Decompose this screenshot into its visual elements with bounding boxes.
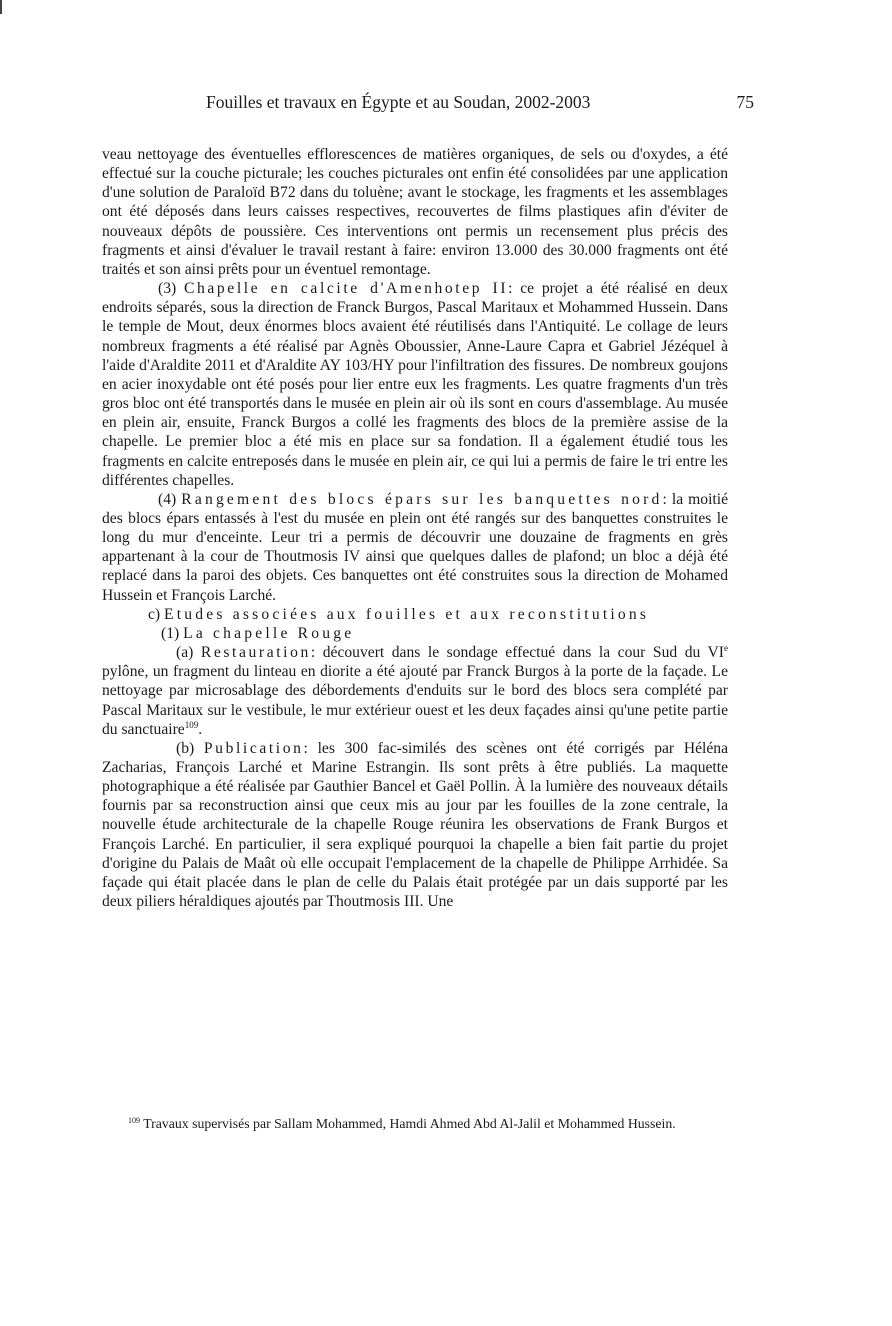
item-text-continued: pylône, un fragment du linteau en diorite a été ajouté par Franck Burgos à la porte de la façade. Le nettoyage par microsablage des débordements d'enduits sur le bord des blocs sera complété par Pascal Maritaux sur le vestibule, le mur extérieur ouest et les deux façades ainsi qu'une petite partie du sanctuaire bbox=[102, 663, 728, 738]
item-text: : les 300 fac-similés des scènes ont été corrigés par Héléna Zacharias, François Larché et Marine Estrangin. Ils sont prêts à être publiés. La maquette photographique a été réalisée par Gauthier Bancel et Gaël Pollin. À la lumière des nouveaux détails fournis par sa reconstruction ainsi que ceux mis au jour par les fouilles de la zone centrale, la nouvelle étude architecturale de la chapelle Rouge réunira les observations de Frank Burgos et François Larché. En particulier, il sera expliqué pourquoi la chapelle a bien fait partie du projet d'origine du Palais de Maât où elle occupait l'emplacement de la chapelle de Philippe Arrhidée. Sa façade qui était placée dans le plan de celle du Palais était protégée par un dais supporté par les deux piliers héraldiques ajoutés par Thoutmosis III. Une bbox=[102, 739, 728, 911]
item-marker: (3) bbox=[158, 280, 177, 298]
item-text: : découvert dans le sondage effectué dans la cour Sud du VI bbox=[310, 644, 725, 662]
item-text: : ce projet a été réalisé en deux endroits séparés, sous la direction de Franck Burgos, Pascal Maritaux et Mohammed Hussein. Dans le temple de Mout, deux énormes blocs avaient été réutilisés dans l'Antiquité. Le collage de leurs nombreux fragments a été réalisé par Agnès Oboussier, Anne-Laure Capra et Gabriel Jézéquel à l'aide d'Araldite 2011 et d'Araldite AY 103/HY pour l'infiltration des fissures. De nombreux goujons en acier inoxydable ont été posés pour lier entre eux les fragments. Les quatre fragments d'un très gros bloc ont été transportés dans le musée en plein air où ils sont en cours d'assemblage. Au musée en plein air, ensuite, Franck Burgos a collé les fragments des blocs de la première assise de la chapelle. Le premier bloc a été mis en place sur sa fondation. Il a également étudié tous les fragments en calcite entreposés dans le musée en plein air, ce qui lui a permis de faire le tri entre les différentes chapelles. bbox=[102, 280, 728, 489]
sentence-end: . bbox=[198, 720, 203, 738]
item-heading: Restauration bbox=[200, 644, 311, 662]
section-heading-c bbox=[102, 605, 728, 624]
paragraph-publication bbox=[102, 739, 728, 911]
paragraph-rangement bbox=[102, 490, 728, 605]
footnote-text: Travaux supervisés par Sallam Mohammed, Hamdi Ahmed Abd Al-Jalil et Mohammed Hussein. bbox=[140, 1116, 676, 1131]
paragraph-continuation: veau nettoyage des éventuelles efflorescences de matières organiques, de sels ou d'oxydes, a été effectué sur la couche picturale; les couches picturales ont enfin été consolidées par une application d'une solution de Paraloïd B72 dans du toluène; avant le stockage, les fragments et les assemblages ont été déposés dans leurs caisses respectives, recouvertes de films plastiques afin d'éviter de nouveaux dépôts de poussière. Ces interventions ont permis un recensement plus précis des fragments et ainsi d'évaluer le travail restant à faire: environ 13.000 des 30.000 fragments ont été traités et son ainsi prêts pour un éventuel remontage. bbox=[102, 146, 728, 278]
paragraph-restauration bbox=[102, 643, 728, 739]
section-heading: Etudes associées aux fouilles et aux reconstitutions bbox=[164, 605, 650, 623]
margin-mark bbox=[0, 0, 2, 14]
paragraph-chapelle-calcite bbox=[102, 279, 728, 490]
item-marker: (a) bbox=[176, 644, 194, 662]
item-heading: Rangement des blocs épars sur les banquettes nord bbox=[181, 490, 663, 508]
footnote-ref: 109 bbox=[184, 719, 199, 730]
superscript: e bbox=[724, 643, 729, 654]
subsection-heading: La chapelle Rouge bbox=[183, 624, 355, 642]
subsection-marker: (1) bbox=[161, 624, 180, 642]
item-heading: Publication bbox=[203, 739, 304, 757]
item-heading: Chapelle en calcite d'Amenhotep II bbox=[183, 280, 509, 298]
footnote-number: 109 bbox=[128, 1116, 140, 1125]
running-head bbox=[206, 91, 754, 113]
page-number: 75 bbox=[736, 92, 754, 112]
body-text bbox=[102, 145, 728, 911]
item-text: : la moitié des blocs épars entassés à l'est du musée en plein ont été rangés sur des banquettes construites le long du mur d'enceinte. Leur tri a permis de découvrir une douzaine de fragments en grès appartenant à la cour de Thoutmosis IV ainsi que quelques dalles de plafond; un bloc a déjà été replacé dans la paroi des objets. Ces banquettes ont été construites sous la direction de Mohamed Hussein et François Larché. bbox=[102, 490, 728, 604]
journal-title: Fouilles et travaux en Égypte et au Soudan, 2002-2003 bbox=[206, 92, 591, 112]
section-marker: c) bbox=[148, 605, 161, 623]
subsection-heading-1 bbox=[102, 624, 728, 643]
item-marker: (4) bbox=[158, 490, 177, 508]
footnote bbox=[102, 1115, 728, 1132]
item-marker: (b) bbox=[176, 739, 195, 757]
